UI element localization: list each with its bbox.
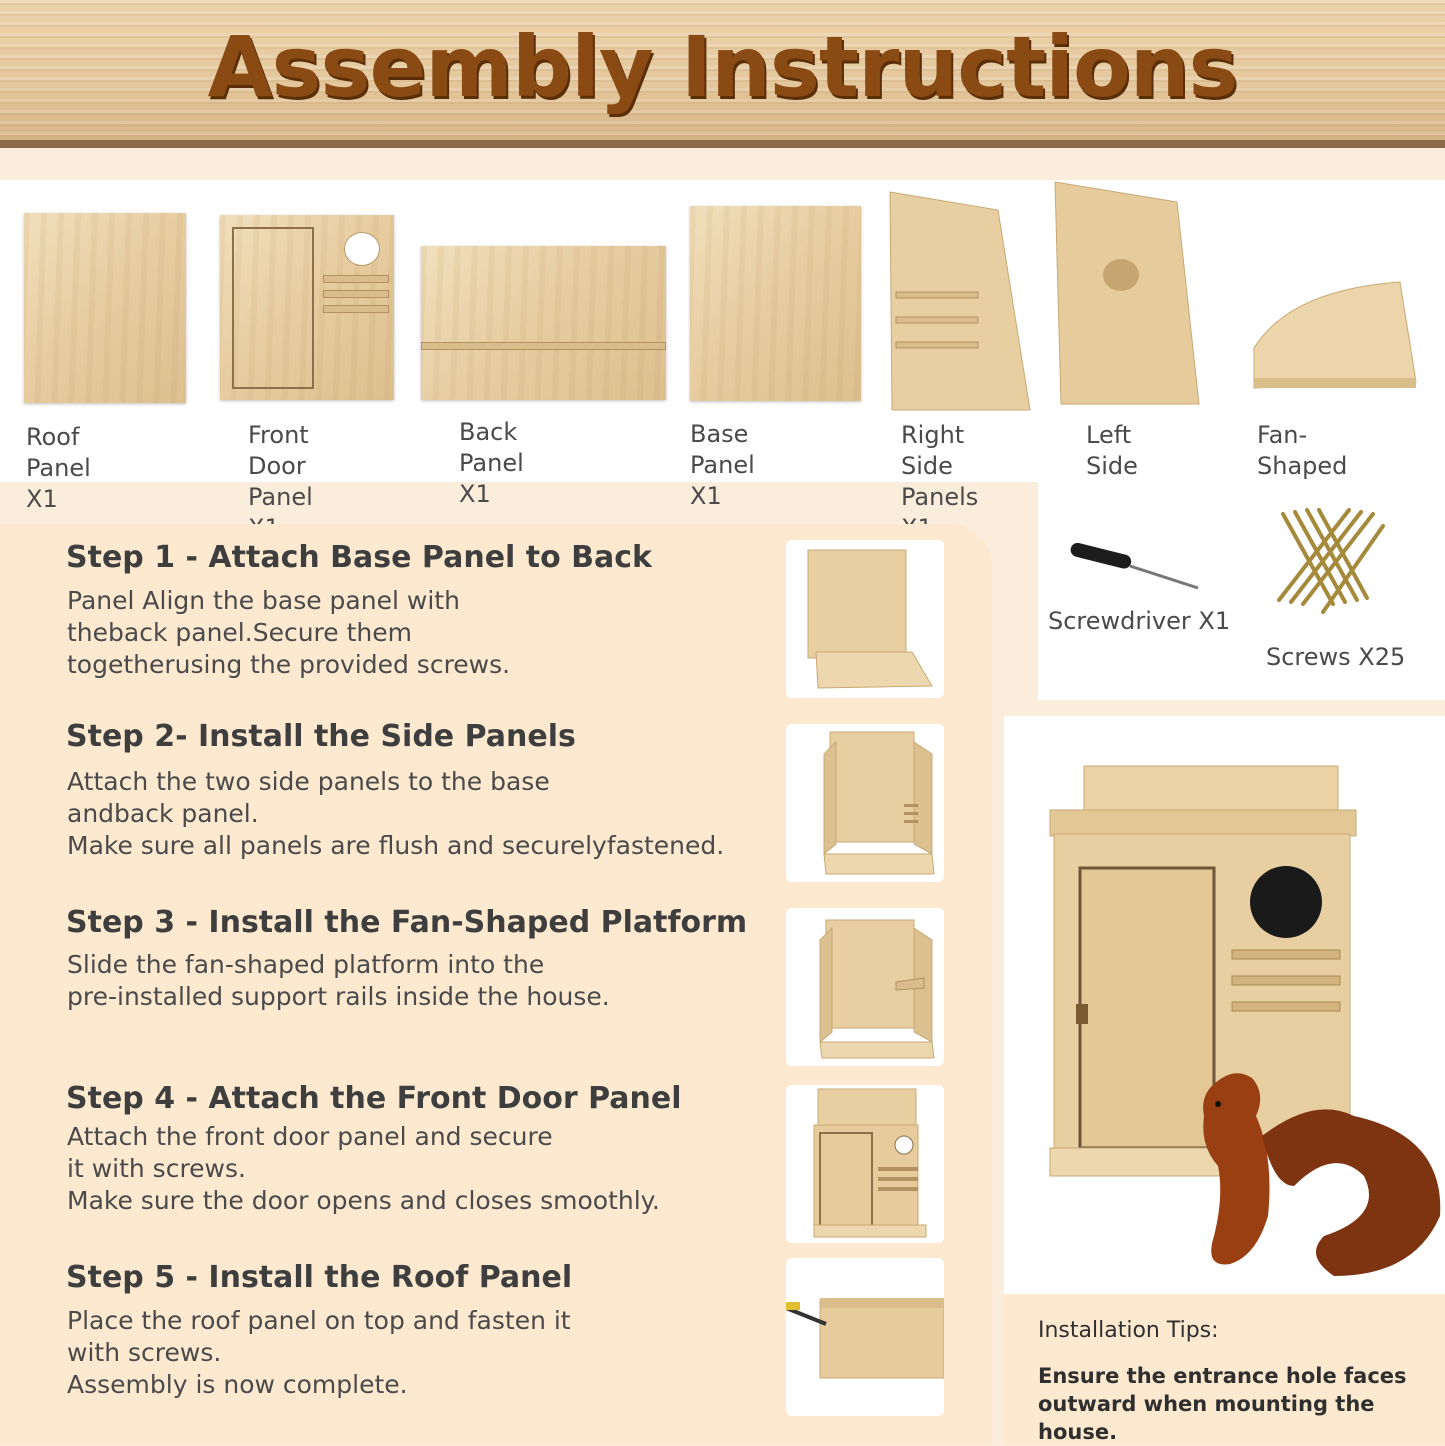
step-1-title: Step 1 - Attach Base Panel to Back: [66, 540, 653, 575]
step-5-title: Step 5 - Install the Roof Panel: [66, 1260, 573, 1295]
part-label: Back Panel X1: [459, 418, 524, 508]
part-label: Left Side: [1086, 421, 1138, 480]
front-door-panel-image: [220, 215, 394, 400]
part-label: Base Panel X1: [690, 420, 755, 510]
step-2-body: Attach the two side panels to the base andback panel. Make sure all panels are flush and securelyfastened.: [67, 767, 725, 860]
step-1-image: [786, 540, 944, 698]
part-label: Front Door Panel: [248, 421, 313, 511]
step-4-body: Attach the front door panel and secure it with screws. Make sure the door opens and closes smoothly.: [67, 1122, 660, 1215]
roof-panel-image: [24, 213, 186, 403]
left-side-panel-image: [1053, 180, 1203, 408]
step-3-title: Step 3 - Install the Fan-Shaped Platform: [66, 905, 748, 940]
divider: [0, 148, 1445, 162]
step-5-image: [786, 1258, 944, 1416]
part-label: Roof Panel X1: [26, 423, 91, 513]
base-panel-image: [690, 206, 861, 401]
right-side-panel-image: [888, 190, 1034, 412]
parts-panel: [0, 180, 1445, 513]
header-banner: [0, 0, 1445, 148]
step-2-image: [786, 724, 944, 882]
part-label: Right Side Panels: [901, 421, 979, 511]
installation-tips-box: [1004, 1294, 1445, 1445]
step-2-title: Step 2- Install the Side Panels: [66, 719, 576, 754]
part-label: Fan-Shaped: [1257, 421, 1348, 480]
step-3-image: [786, 908, 944, 1066]
back-panel-image: [421, 246, 666, 400]
tools-panel: [1038, 482, 1445, 700]
step-1-body: Panel Align the base panel with theback panel.Secure them togetherusing the provided screws.: [67, 586, 511, 679]
page-title: Assembly Instructions: [207, 18, 1238, 116]
step-4-title: Step 4 - Attach the Front Door Panel: [66, 1081, 682, 1116]
tips-title: Installation Tips:: [1038, 1318, 1219, 1343]
tool-label: Screwdriver X1: [1048, 607, 1231, 635]
assembled-house-image: [1004, 716, 1445, 1294]
step-4-image: [786, 1085, 944, 1243]
tips-text: Ensure the entrance hole faces outward when mounting the house.: [1038, 1364, 1407, 1444]
fan-shaped-platform-image: [1250, 278, 1420, 396]
step-5-body: Place the roof panel on top and fasten it with screws. Assembly is now complete.: [67, 1306, 571, 1399]
step-3-body: Slide the fan-shaped platform into the pre-installed support rails inside the house.: [67, 950, 610, 1011]
screwdriver-icon: [1068, 542, 1208, 592]
tool-label: Screws X25: [1266, 643, 1406, 671]
screws-icon: [1263, 504, 1393, 622]
steps-panel: [0, 524, 992, 1445]
